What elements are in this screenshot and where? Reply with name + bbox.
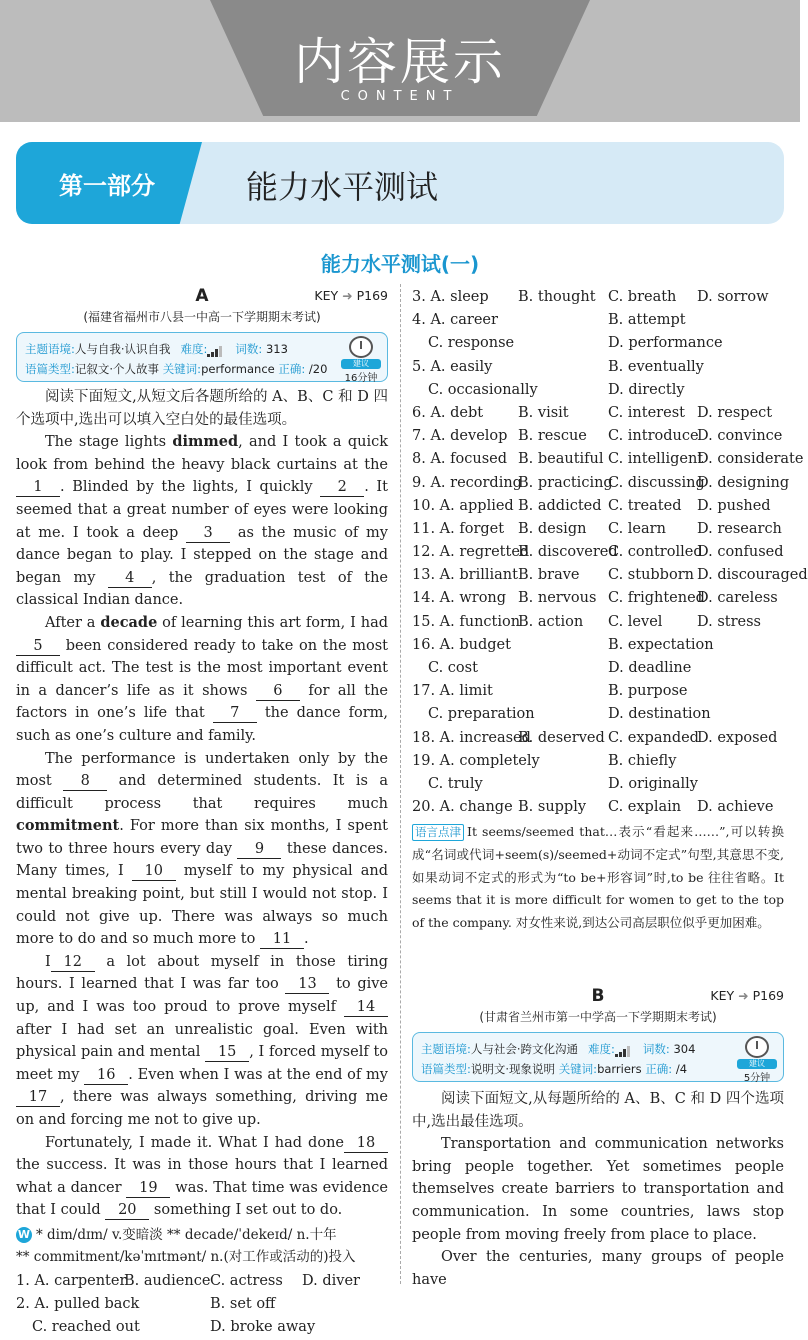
difficulty-bars-icon bbox=[615, 1043, 631, 1057]
blank: 9 bbox=[237, 841, 281, 859]
option-text: B. beautiful bbox=[518, 451, 604, 468]
option-text: D. respect bbox=[697, 404, 773, 421]
option-row bbox=[412, 634, 784, 657]
blank: 18 bbox=[344, 1135, 388, 1153]
option-text: B. supply bbox=[518, 799, 587, 816]
passage-paragraph: Fortunately, I made it. What I had done 18 the success. It was in those hours that I learned what a dancer 19 was. That time was evidence that I could 20 something I set out to do. bbox=[16, 1134, 388, 1219]
option-text: C. discussing bbox=[608, 474, 705, 491]
suggested-time bbox=[737, 1036, 777, 1084]
correct-label: 正确: bbox=[278, 362, 306, 376]
passage-b bbox=[412, 986, 784, 1291]
instruction: 阅读下面短文,从每题所给的 A、B、C 和 D 四个选项中,选出最佳选项。 bbox=[412, 1091, 784, 1130]
correct-value: /4 bbox=[675, 1062, 688, 1076]
passage-source: (福建省福州市八县一中高一下学期期末考试) bbox=[83, 310, 321, 324]
column-divider bbox=[400, 284, 401, 1284]
banner-subtitle: CONTENT bbox=[340, 89, 460, 104]
options-list-left bbox=[16, 1270, 388, 1340]
blank: 10 bbox=[132, 863, 176, 881]
blank: 13 bbox=[285, 976, 329, 994]
key-page: P169 bbox=[752, 988, 784, 1003]
option-text: 12. A. regretted bbox=[412, 544, 530, 561]
info-row bbox=[25, 341, 288, 357]
option-text: D. designing bbox=[697, 474, 790, 491]
section-title: 能力水平测试 bbox=[246, 168, 439, 206]
option-text: C. stubborn bbox=[608, 567, 694, 584]
option-text: 10. A. applied bbox=[412, 497, 514, 514]
keyword-value: barriers bbox=[597, 1062, 642, 1076]
blank: 7 bbox=[213, 705, 257, 723]
option-row bbox=[412, 518, 784, 541]
arrow-right-icon: ➜ bbox=[738, 988, 749, 1003]
option-text: C. frightened bbox=[608, 590, 705, 607]
option-text: D. considerate bbox=[697, 451, 804, 468]
option-row bbox=[412, 564, 808, 587]
passage-b-header bbox=[412, 986, 784, 1006]
option-row bbox=[412, 611, 784, 634]
option-row bbox=[412, 402, 784, 425]
key-reference bbox=[314, 288, 388, 303]
blank: 1 bbox=[16, 479, 60, 497]
option-text: D. confused bbox=[697, 544, 784, 561]
banner-title: 内容展示 bbox=[294, 33, 506, 91]
option-text: 20. A. change bbox=[412, 799, 513, 816]
option-row bbox=[412, 703, 784, 726]
section-tab-label: 第一部分 bbox=[59, 172, 155, 200]
passage-paragraph: The performance is undertaken only by the most 8 and determined students. It is a difficult process that requires much commitment. For more than six months, I spent two to three hours every day 9 these dances. Many times, I 10 myself to my physical and mental breaking point, but still I would not stop. I could not give up. There was always so much more to do and so much more to 11 . bbox=[16, 750, 388, 948]
option-text: D. performance bbox=[608, 335, 723, 352]
vocab-word: dimmed bbox=[172, 433, 239, 451]
option-row bbox=[412, 425, 784, 448]
suggest-label: 建议 bbox=[737, 1059, 777, 1069]
passage-info-box bbox=[16, 332, 388, 382]
word-badge-icon: W bbox=[17, 1227, 31, 1241]
genre-value: 记叙文·个人故事 bbox=[74, 362, 160, 376]
right-column bbox=[412, 286, 808, 934]
option-text: D. destination bbox=[608, 706, 711, 723]
left-column bbox=[16, 286, 388, 1340]
theme-value: 人与自我·认识自我 bbox=[74, 342, 171, 356]
option-text: B. brave bbox=[518, 567, 580, 584]
passage-source: (甘肃省兰州市第一中学高一下学期期末考试) bbox=[479, 1010, 717, 1024]
option-row bbox=[412, 587, 784, 610]
option-text: D. exposed bbox=[697, 729, 778, 746]
option-text: 18. A. increased bbox=[412, 729, 531, 746]
key-label: KEY bbox=[710, 988, 735, 1003]
passage-paragraph: Transportation and communication networks bring people together. Yet sometimes people themselves create barriers to transportation and communication. In some countries, laws stop people from moving freely from place to place. bbox=[412, 1136, 784, 1243]
option-text: C. interest bbox=[608, 404, 685, 421]
option-text: B. addicted bbox=[518, 497, 602, 514]
option-row bbox=[412, 286, 784, 309]
option-text: 8. A. focused bbox=[412, 451, 507, 468]
option-text: B. thought bbox=[518, 289, 596, 305]
option-text: D. directly bbox=[608, 381, 685, 398]
section-header bbox=[16, 142, 784, 224]
option-row bbox=[412, 750, 784, 773]
option-row bbox=[412, 495, 784, 518]
option-text: C. learn bbox=[608, 520, 666, 537]
option-text: B. deserved bbox=[518, 729, 605, 746]
option-text: C. breath bbox=[608, 289, 677, 305]
info-row bbox=[421, 1041, 695, 1057]
arrow-right-icon: ➜ bbox=[342, 288, 353, 303]
option-text: 3. A. sleep bbox=[412, 289, 489, 305]
key-page: P169 bbox=[356, 288, 388, 303]
option-text: C. introduce bbox=[608, 428, 699, 445]
blank: 8 bbox=[63, 773, 107, 791]
difficulty-label: 难度: bbox=[588, 1042, 615, 1056]
vocab-word: commitment bbox=[16, 817, 120, 835]
option-text: 17. A. limit bbox=[412, 683, 493, 700]
option-text: 7. A. develop bbox=[412, 428, 508, 445]
option-text: B. design bbox=[518, 520, 587, 537]
option-row bbox=[412, 541, 784, 564]
language-note-text: It seems/seemed that…表示“看起来……”,可以转换成“名词或代词+seem(s)/seemed+动词不定式”句型,其意思不变,如果动词不定式的形式为“to be+形容词”时,to be 往往省略。It seems that it is more difficult for women to get to the top of the company. 对女性来说,到达公司高层职位似乎更加困难。 bbox=[412, 824, 784, 930]
option-text: D. research bbox=[697, 520, 782, 537]
blank: 19 bbox=[126, 1180, 170, 1198]
suggest-label: 建议 bbox=[341, 359, 381, 369]
info-row bbox=[25, 361, 327, 377]
blank: 12 bbox=[51, 954, 95, 972]
theme-label: 主题语境: bbox=[421, 1042, 471, 1056]
option-text: C. level bbox=[608, 613, 663, 630]
suggested-time bbox=[341, 336, 381, 384]
option-row: C. reached out D. broke away bbox=[32, 1319, 316, 1336]
option-text: 14. A. wrong bbox=[412, 590, 507, 607]
option-text: D. convince bbox=[697, 428, 783, 445]
difficulty-bars-icon bbox=[207, 343, 223, 357]
passage-paragraph: I 12 a lot about myself in those tiring hours. I learned that I was far too 13 to give up, and I was too proud to prove myself 14 after I had set an unrealistic goal. Even with physical pain and mental 15 , I forced myself to meet my 16 . Even when I was at the end of my 17 , there was always something, driving me on and forcing me not to give up. bbox=[16, 953, 389, 1128]
option-text: B. action bbox=[518, 613, 584, 630]
vocab-word: decade bbox=[100, 613, 158, 631]
option-row bbox=[412, 472, 790, 495]
blank: 14 bbox=[344, 999, 388, 1017]
option-row bbox=[412, 727, 784, 750]
option-text: 11. A. forget bbox=[412, 520, 505, 537]
option-text: 13. A. brilliant bbox=[412, 567, 518, 584]
option-text: 15. A. function bbox=[412, 613, 521, 630]
blank: 17 bbox=[16, 1089, 60, 1107]
options-list-right bbox=[412, 286, 808, 819]
correct-label: 正确: bbox=[645, 1062, 673, 1076]
blank: 2 bbox=[320, 479, 364, 497]
option-text: B. rescue bbox=[518, 428, 587, 445]
passage-letter: B bbox=[591, 986, 605, 1006]
keyword-value: performance bbox=[201, 362, 275, 376]
word-count-label: 词数: bbox=[235, 342, 263, 356]
language-note-tag: 语言点津 bbox=[412, 824, 464, 841]
option-row bbox=[412, 680, 784, 703]
word-count-value: 304 bbox=[673, 1042, 696, 1056]
blank: 20 bbox=[105, 1202, 149, 1220]
word-count-value: 313 bbox=[265, 342, 288, 356]
option-text: D. discouraged bbox=[697, 567, 808, 584]
option-row bbox=[412, 332, 784, 355]
vocabulary-note bbox=[16, 1224, 388, 1268]
option-text: B. discovered bbox=[518, 544, 618, 561]
blank: 3 bbox=[186, 525, 230, 543]
genre-label: 语篇类型: bbox=[421, 1062, 471, 1076]
option-text: C. response bbox=[428, 335, 515, 352]
blank: 5 bbox=[16, 638, 60, 656]
option-text: D. achieve bbox=[697, 799, 774, 816]
option-text: C. controlled bbox=[608, 544, 703, 561]
suggest-minutes: 5分钟 bbox=[743, 1073, 771, 1084]
option-text: C. cost bbox=[428, 660, 478, 676]
genre-value: 说明文·现象说明 bbox=[470, 1062, 556, 1076]
blank: 16 bbox=[84, 1067, 128, 1085]
suggest-minutes: 16分钟 bbox=[344, 373, 378, 384]
word-count-label: 词数: bbox=[642, 1042, 670, 1056]
option-text: B. purpose bbox=[608, 683, 688, 700]
blank: 15 bbox=[205, 1044, 249, 1062]
stopwatch-icon bbox=[745, 1036, 769, 1058]
option-row bbox=[412, 773, 784, 796]
option-row bbox=[412, 309, 784, 332]
blank: 6 bbox=[256, 683, 300, 701]
keyword-label: 关键词: bbox=[162, 362, 202, 376]
key-reference bbox=[710, 988, 784, 1003]
option-row bbox=[412, 356, 784, 379]
option-text: B. practicing bbox=[518, 474, 613, 491]
option-text: C. treated bbox=[608, 497, 682, 514]
option-text: C. expanded bbox=[608, 729, 699, 746]
option-text: C. occasionally bbox=[428, 381, 538, 398]
instruction: 阅读下面短文,从短文后各题所给的 A、B、C 和 D 四个选项中,选出可以填入空白处的最佳选项。 bbox=[16, 389, 388, 428]
option-text: B. expectation bbox=[608, 636, 714, 653]
option-text: C. truly bbox=[428, 775, 483, 792]
theme-value: 人与社会·跨文化沟通 bbox=[470, 1042, 579, 1056]
option-text: B. chiefly bbox=[608, 752, 677, 769]
option-text: 5. A. easily bbox=[412, 358, 493, 375]
option-text: B. attempt bbox=[608, 312, 686, 329]
vocab-line: ** commitment/kəˈmɪtmənt/ n.(对工作或活动的)投入 bbox=[16, 1248, 356, 1265]
option-text: D. sorrow bbox=[697, 289, 769, 305]
option-text: D. deadline bbox=[608, 660, 692, 676]
info-row bbox=[421, 1061, 687, 1077]
blank: 4 bbox=[108, 570, 152, 588]
stopwatch-icon bbox=[349, 336, 373, 358]
passage-paragraph: After a decade of learning this art form, I had 5 been considered ready to take on the most difficult act. The test is the most important event in a dancer’s life as it shows 6 for all the factors in one’s life that 7 the dance form, such as one’s culture and family. bbox=[16, 613, 388, 744]
option-text: D. careless bbox=[697, 590, 778, 607]
option-text: 19. A. completely bbox=[412, 752, 540, 769]
passage-info-box bbox=[412, 1032, 784, 1082]
vocab-line: W * dim/dɪm/ v.变暗淡 ** decade/ˈdekeɪd/ n.十年 bbox=[17, 1226, 337, 1243]
option-row: 2. A. pulled back B. set off bbox=[16, 1296, 276, 1313]
option-text: D. pushed bbox=[697, 497, 771, 514]
option-text: B. visit bbox=[518, 404, 569, 421]
option-text: 16. A. budget bbox=[412, 636, 511, 653]
passage-paragraph: The stage lights dimmed, and I took a quick look from behind the heavy black curtains at the 1 . Blinded by the lights, I quickly 2 . It seemed that a great number of eyes were looking at me. I took a deep 3 as the music of my dance began to play. I stepped on the stage and began my 4 , the graduation test of the classical Indian dance. bbox=[16, 433, 389, 609]
option-text: C. intelligent bbox=[608, 451, 704, 468]
key-label: KEY bbox=[314, 288, 339, 303]
option-text: D. stress bbox=[697, 613, 761, 630]
passage-paragraph: Over the centuries, many groups of people have bbox=[412, 1249, 784, 1288]
option-text: C. explain bbox=[608, 799, 682, 816]
correct-value: /20 bbox=[308, 362, 328, 376]
option-text: 4. A. career bbox=[412, 312, 498, 329]
option-row bbox=[412, 379, 784, 402]
option-row bbox=[412, 796, 784, 819]
language-note bbox=[412, 821, 784, 934]
content-banner bbox=[0, 0, 800, 122]
blank: 11 bbox=[260, 931, 304, 949]
option-text: B. nervous bbox=[518, 590, 597, 607]
option-row bbox=[412, 448, 804, 471]
keyword-label: 关键词: bbox=[558, 1062, 598, 1076]
option-text: 9. A. recording bbox=[412, 474, 522, 491]
difficulty-label: 难度: bbox=[180, 342, 208, 356]
option-text: D. originally bbox=[608, 775, 698, 792]
option-text: C. preparation bbox=[428, 706, 535, 723]
genre-label: 语篇类型: bbox=[25, 362, 75, 376]
option-row: 1. A. carpenter B. audience C. actress D. diver bbox=[16, 1272, 360, 1289]
test-title: 能力水平测试(一) bbox=[320, 252, 480, 276]
option-text: 6. A. debt bbox=[412, 404, 484, 421]
passage-a-header bbox=[16, 286, 388, 306]
option-text: B. eventually bbox=[608, 358, 704, 375]
passage-letter: A bbox=[195, 286, 209, 306]
theme-label: 主题语境: bbox=[25, 342, 75, 356]
option-row bbox=[412, 657, 784, 680]
